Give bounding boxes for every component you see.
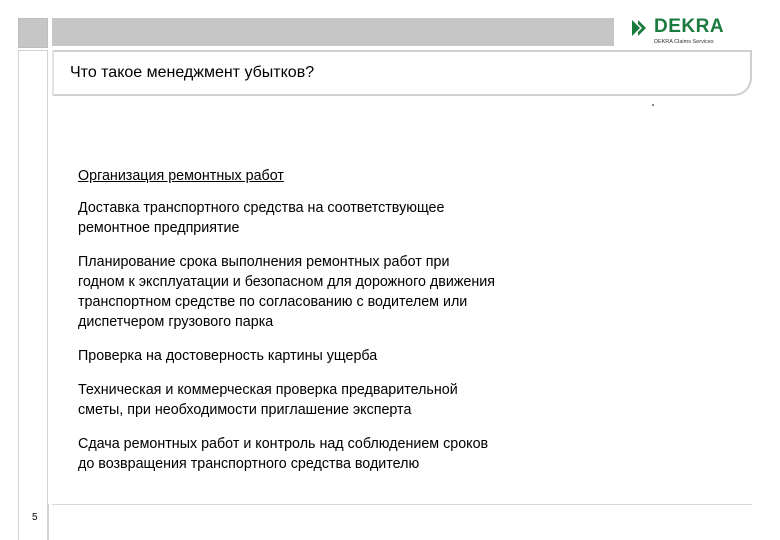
list-item: Планирование срока выполнения ремонтных работ при годном к эксплуатации и безопасном для дорожного движения транспортном средстве по согласованию с водителем или диспетчером грузового парка: [78, 254, 495, 330]
list-item: Организация ремонтных работ: [78, 168, 284, 184]
list-item: Доставка транспортного средства на соответствующее ремонтное предприятие: [78, 200, 445, 236]
header-bar: [52, 18, 614, 46]
list-item: Сдача ремонтных работ и контроль над соблюдением сроков до возвращения транспортного средства водителю: [78, 436, 489, 472]
footer-divider: [52, 504, 752, 505]
dekra-logo: [614, 14, 756, 50]
list-item: Проверка на достоверность картины ущерба: [78, 348, 378, 364]
list-item: Техническая и коммерческая проверка предварительной сметы, при необходимости приглашение эксперта: [78, 382, 458, 418]
content-list: [78, 166, 638, 488]
left-sidebar-frame: [18, 50, 48, 540]
page-number: 5: [32, 512, 38, 523]
title-panel-divider: [52, 50, 54, 96]
logo-brand-text: DEKRA: [654, 16, 725, 37]
dekra-logo-icon: [630, 18, 650, 38]
decorative-dot: [652, 104, 654, 106]
corner-block: [18, 18, 48, 48]
logo-subtitle: DEKRA Claims Services: [654, 39, 714, 45]
footer-tick: [48, 504, 49, 540]
page-title: Что такое менеджмент убытков?: [70, 64, 315, 81]
